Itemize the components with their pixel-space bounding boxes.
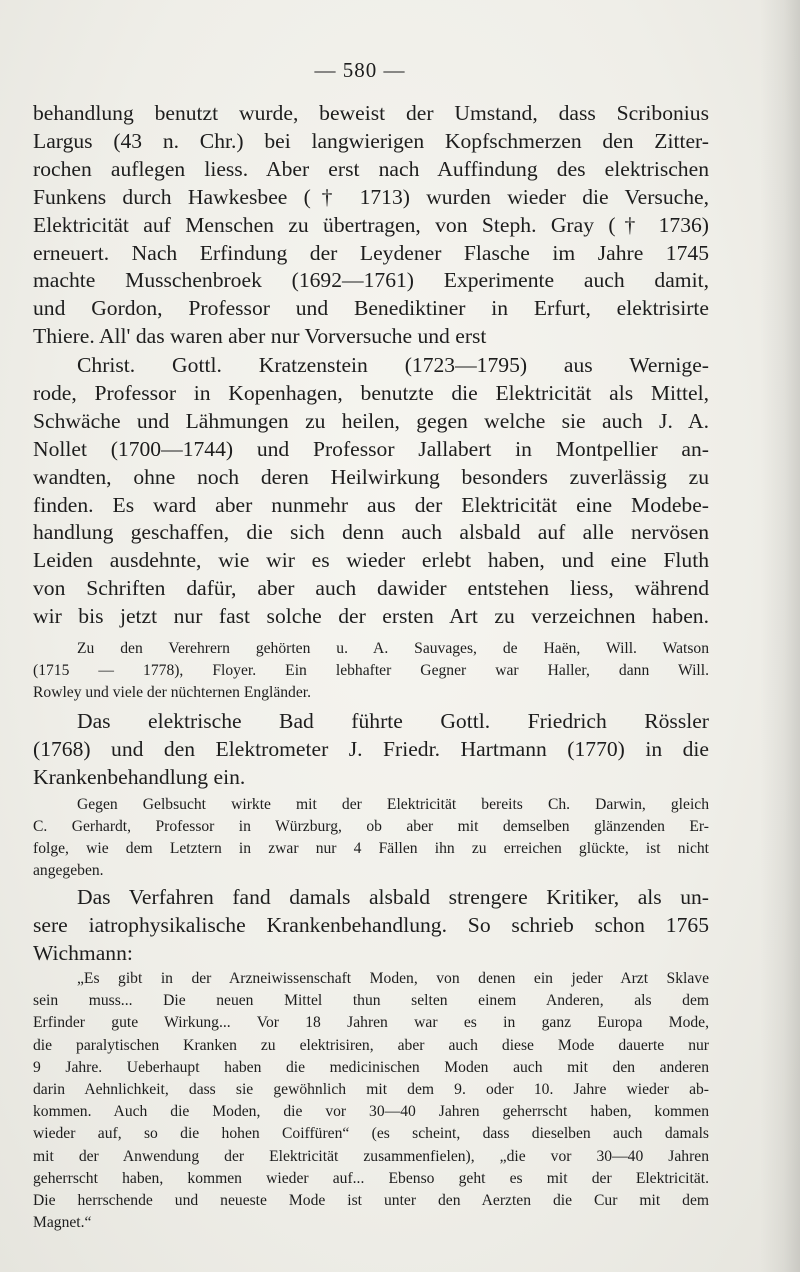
text-line: wieder auf, so die hohen Coiffüren“ (es scheint, dass dieselben auch damals (33, 1125, 709, 1143)
text-line: 9 Jahre. Ueberhaupt haben die medicinischen Moden auch mit den anderen (33, 1058, 709, 1076)
text-line: Largus (43 n. Chr.) bei langwierigen Kopfschmerzen den Zitter- (33, 128, 709, 153)
text-line: Das Verfahren fand damals alsbald strengere Kritiker, als un- (77, 885, 709, 909)
text-line: Magnet.“ (33, 1214, 92, 1232)
text-line: die paralytischen Kranken zu elektrisiren, aber auch diese Mode dauerte nur (33, 1036, 709, 1054)
text-line: Das elektrische Bad führte Gottl. Friedrich Rössler (77, 709, 709, 733)
text-line: machte Musschenbroek (1692—1761) Experimente auch damit, (33, 268, 709, 293)
text-line: Leiden ausdehnte, wie wir es wieder erlebt haben, und eine Fluth (33, 548, 709, 573)
text-line: (1768) und den Elektrometer J. Friedr. Hartmann (1770) in die (33, 736, 709, 761)
text-line: C. Gerhardt, Professor in Würzburg, ob aber mit demselben glänzenden Er- (33, 818, 709, 835)
text-line: und Gordon, Professor und Benediktiner in Erfurt, elektrisirte (33, 296, 709, 321)
text-line: Thiere. All' das waren aber nur Vorversuche und erst (33, 324, 487, 349)
text-line: „Es gibt in der Arzneiwissenschaft Moden, von denen ein jeder Arzt Sklave (77, 970, 709, 987)
text-line: Wichmann: (33, 940, 133, 965)
text-line: darin Aehnlichkeit, dass sie gewöhnlich mit dem 9. oder 10. Jahre wieder ab- (33, 1081, 709, 1099)
paragraph-electro-history (33, 100, 709, 351)
text-line: behandlung benutzt wurde, beweist der Umstand, dass Scribonius (33, 101, 709, 125)
text-line: rode, Professor in Kopenhagen, benutzte die Elektricität als Mittel, (33, 380, 709, 405)
footnote-jaundice (33, 794, 709, 882)
paragraph-electric-bath (33, 708, 709, 792)
text-line: sere iatrophysikalische Krankenbehandlung. So schrieb schon 1765 (33, 912, 709, 937)
text-line: Erfinder gute Wirkung... Vor 18 Jahren war es in ganz Europa Mode, (33, 1014, 709, 1032)
page-number: — 580 — (314, 58, 406, 82)
text-line: Elektricität auf Menschen zu übertragen, von Steph. Gray († 1736) (33, 212, 709, 237)
text-line: Zu den Verehrern gehörten u. A. Sauvages, de Haën, Will. Watson (77, 640, 709, 657)
quote-wichmann (33, 968, 709, 1234)
text-line: Krankenbehandlung ein. (33, 764, 246, 789)
text-line: mit der Anwendung der Elektricität zusammenfielen), „die vor 30—40 Jahren (33, 1147, 709, 1165)
text-line: (1715 — 1778), Floyer. Ein lebhafter Gegner war Haller, dann Will. (33, 662, 709, 679)
paragraph-kratzenstein (33, 352, 709, 631)
page-edge-shadow (760, 0, 800, 1272)
text-line: Nollet (1700—1744) und Professor Jallabert in Montpellier an- (33, 436, 709, 461)
text-line: folge, wie dem Letztern in zwar nur 4 Fällen ihn zu erreichen glückte, ist nicht (33, 840, 709, 857)
text-line: rochen auflegen liess. Aber erst nach Auffindung des elektrischen (33, 156, 709, 181)
text-line: kommen. Auch die Moden, die vor 30—40 Jahren geherrscht haben, kommen (33, 1103, 709, 1121)
text-line: erneuert. Nach Erfindung der Leydener Flasche im Jahre 1745 (33, 240, 709, 265)
text-line: handlung geschaffen, die sich denn auch alsbald auf alle nervösen (33, 520, 709, 545)
text-line: Rowley und viele der nüchternen Engländer. (33, 684, 311, 701)
text-line: Schwäche und Lähmungen zu heilen, gegen welche sie auch J. A. (33, 408, 709, 433)
text-line: wir bis jetzt nur fast solche der ersten Art zu verzeichnen haben. (33, 604, 709, 629)
text-line: Die herrschende und neueste Mode ist unter den Aerzten die Cur mit dem (33, 1192, 709, 1210)
text-line: sein muss... Die neuen Mittel thun selten einem Anderen, als dem (33, 992, 709, 1010)
text-line: geherrscht haben, kommen wieder auf... Ebenso geht es mit der Elektricität. (33, 1169, 709, 1187)
text-line: angegeben. (33, 862, 104, 879)
text-line: Funkens durch Hawkesbee († 1713) wurden wieder die Versuche, (33, 184, 709, 209)
footnote-supporters (33, 638, 709, 704)
text-line: von Schriften dafür, aber auch dawider entstehen liess, während (33, 576, 709, 601)
text-line: Gegen Gelbsucht wirkte mit der Elektricität bereits Ch. Darwin, gleich (77, 796, 709, 813)
text-line: wandten, ohne noch deren Heilwirkung besonders zuverlässig zu (33, 464, 709, 489)
text-line: finden. Es ward aber nunmehr aus der Elektricität eine Modebe- (33, 492, 709, 517)
text-line: Christ. Gottl. Kratzenstein (1723—1795) aus Wernige- (77, 353, 709, 377)
paragraph-critics (33, 884, 709, 968)
